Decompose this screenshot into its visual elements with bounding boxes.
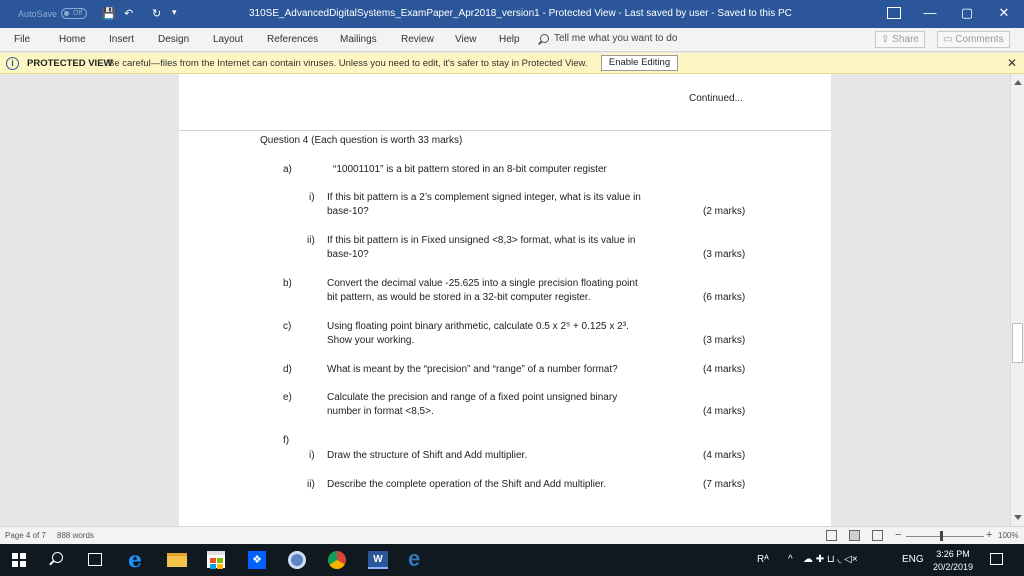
item-label: d) xyxy=(283,364,292,375)
comments-button[interactable]: ▭ Comments xyxy=(937,31,1010,48)
item-marks: (3 marks) xyxy=(703,249,746,260)
tab-mailings[interactable]: Mailings xyxy=(340,34,377,45)
item-text: “10001101” is a bit pattern stored in an 8-bit computer register xyxy=(333,164,607,175)
zoom-level[interactable]: 100% xyxy=(998,531,1019,540)
share-label: Share xyxy=(892,34,919,45)
document-title: 310SE_AdvancedDigitalSystems_ExamPaper_Apr2018_version1 - Protected View - Last saved by user - Saved to this PC xyxy=(249,8,792,19)
task-view-icon[interactable] xyxy=(88,553,102,566)
page-break xyxy=(179,130,831,131)
item-marks: (4 marks) xyxy=(703,450,746,461)
close-button[interactable]: ✕ xyxy=(998,5,1010,20)
internet-explorer-icon[interactable]: e xyxy=(128,547,142,573)
item-marks: (4 marks) xyxy=(703,406,746,417)
start-button[interactable] xyxy=(12,553,26,567)
lightbulb-search-icon xyxy=(540,34,549,43)
item-text: What is meant by the “precision” and “range” of a number format? xyxy=(327,364,618,375)
item-label: ii) xyxy=(307,479,315,490)
chrome-icon[interactable] xyxy=(328,551,346,569)
word-count[interactable]: 888 words xyxy=(57,531,94,540)
item-label: b) xyxy=(283,278,292,289)
item-marks: (7 marks) xyxy=(703,479,746,490)
word-icon[interactable]: W xyxy=(368,551,388,569)
tab-view[interactable]: View xyxy=(455,34,477,45)
item-text: Describe the complete operation of the Shift and Add multiplier. xyxy=(327,479,607,490)
item-text-line2: bit pattern, as would be stored in a 32-bit computer register. xyxy=(327,292,591,303)
protected-view-title: PROTECTED VIEW xyxy=(27,58,113,69)
item-text: Using floating point binary arithmetic, calculate 0.5 x 2⁵ + 0.125 x 2³. xyxy=(327,321,629,332)
document-page[interactable] xyxy=(179,74,831,526)
tell-me-search[interactable] xyxy=(540,33,677,44)
zoom-slider-thumb[interactable] xyxy=(940,531,943,541)
item-label: i) xyxy=(309,450,315,461)
page-count[interactable]: Page 4 of 7 xyxy=(5,531,46,540)
web-layout-icon[interactable] xyxy=(872,530,883,541)
people-icon[interactable]: Rᴬ xyxy=(757,554,769,565)
enable-editing-button[interactable]: Enable Editing xyxy=(601,55,678,71)
item-label: e) xyxy=(283,392,292,403)
title-bar xyxy=(0,0,1024,28)
redo-icon[interactable]: ↻ xyxy=(152,8,162,20)
language-indicator[interactable]: ENG xyxy=(902,554,924,565)
comments-label: Comments xyxy=(955,34,1004,45)
item-marks: (4 marks) xyxy=(703,364,746,375)
item-label: ii) xyxy=(307,235,315,246)
scroll-up-icon[interactable] xyxy=(1014,80,1022,85)
protected-view-bar xyxy=(0,53,1024,74)
dropbox-icon[interactable]: ❖ xyxy=(248,551,266,569)
question-title: Question 4 (Each question is worth 33 marks) xyxy=(260,135,463,146)
item-marks: (6 marks) xyxy=(703,292,746,303)
item-text: If this bit pattern is a 2’s complement signed integer, what is its value in xyxy=(327,192,641,203)
tab-review[interactable]: Review xyxy=(401,34,434,45)
tab-layout[interactable]: Layout xyxy=(213,34,244,45)
store-icon[interactable] xyxy=(207,551,225,568)
scroll-down-icon[interactable] xyxy=(1014,515,1022,520)
undo-icon[interactable]: ↶ xyxy=(124,8,134,20)
continued-text: Continued... xyxy=(689,93,743,104)
system-clock[interactable] xyxy=(926,548,980,574)
item-text: Convert the decimal value -25.625 into a single precision floating point xyxy=(327,278,638,289)
restore-button[interactable]: ▢ xyxy=(960,5,974,20)
save-icon[interactable]: 💾 xyxy=(102,8,116,20)
protected-view-message: Be careful—files from the Internet can contain viruses. Unless you need to edit, it's safer to stay in Protected View. xyxy=(108,58,588,69)
item-text: Calculate the precision and range of a fixed point unsigned binary xyxy=(327,392,618,403)
tray-status-icons[interactable]: ☁ ✚ ⊔ ◟ ◁× xyxy=(803,554,858,565)
action-center-icon[interactable] xyxy=(990,553,1003,565)
read-mode-icon[interactable] xyxy=(826,530,837,541)
item-text-line2: base-10? xyxy=(327,206,369,217)
ribbon-display-options-icon[interactable] xyxy=(887,7,901,19)
item-label: a) xyxy=(283,164,292,175)
show-hidden-icons-icon[interactable]: ^ xyxy=(788,554,793,565)
windows-taskbar xyxy=(0,544,1024,576)
tab-home[interactable]: Home xyxy=(59,34,86,45)
zoom-in-button[interactable]: + xyxy=(986,529,993,541)
item-marks: (3 marks) xyxy=(703,335,746,346)
item-text: Draw the structure of Shift and Add multiplier. xyxy=(327,450,528,461)
ribbon-tabs xyxy=(0,28,1024,52)
item-text: If this bit pattern is in Fixed unsigned <8,3> format, what is its value in xyxy=(327,235,636,246)
item-label: c) xyxy=(283,321,292,332)
customize-quick-access-icon[interactable]: ▾ xyxy=(172,7,177,17)
clock-date: 20/2/2019 xyxy=(932,562,974,572)
close-protected-bar-icon[interactable]: ✕ xyxy=(1007,56,1018,70)
status-bar xyxy=(0,526,1024,544)
zoom-out-button[interactable]: − xyxy=(895,529,902,541)
scroll-thumb[interactable] xyxy=(1012,323,1023,363)
document-area[interactable] xyxy=(0,74,1010,526)
tab-design[interactable]: Design xyxy=(158,34,190,45)
autosave-switch[interactable]: Off xyxy=(61,8,87,19)
vertical-scrollbar[interactable] xyxy=(1010,74,1024,526)
edge-icon[interactable]: e xyxy=(408,546,421,571)
tab-insert[interactable]: Insert xyxy=(109,34,135,45)
item-text-line2: number in format <8,5>. xyxy=(327,406,434,417)
autosave-toggle[interactable] xyxy=(18,8,87,19)
item-label: i) xyxy=(309,192,315,203)
autosave-label: AutoSave xyxy=(18,8,58,19)
tab-help[interactable]: Help xyxy=(499,34,520,45)
minimize-button[interactable]: — xyxy=(923,5,937,20)
item-marks: (2 marks) xyxy=(703,206,746,217)
item-text-line2: Show your working. xyxy=(327,335,415,346)
share-button[interactable]: ⇪ Share xyxy=(875,31,925,48)
tab-file[interactable]: File xyxy=(14,34,31,45)
tell-me-text: Tell me what you want to do xyxy=(554,33,678,44)
item-text-line2: base-10? xyxy=(327,249,369,260)
file-explorer-icon[interactable] xyxy=(167,553,187,567)
item-label: f) xyxy=(283,435,290,446)
info-icon: i xyxy=(6,57,19,70)
search-icon[interactable] xyxy=(52,552,63,563)
clock-time: 3:26 PM xyxy=(936,549,970,559)
tab-references[interactable]: References xyxy=(267,34,319,45)
print-layout-icon[interactable] xyxy=(849,530,860,541)
app-circle-icon[interactable] xyxy=(288,551,306,569)
zoom-slider[interactable] xyxy=(906,536,984,537)
